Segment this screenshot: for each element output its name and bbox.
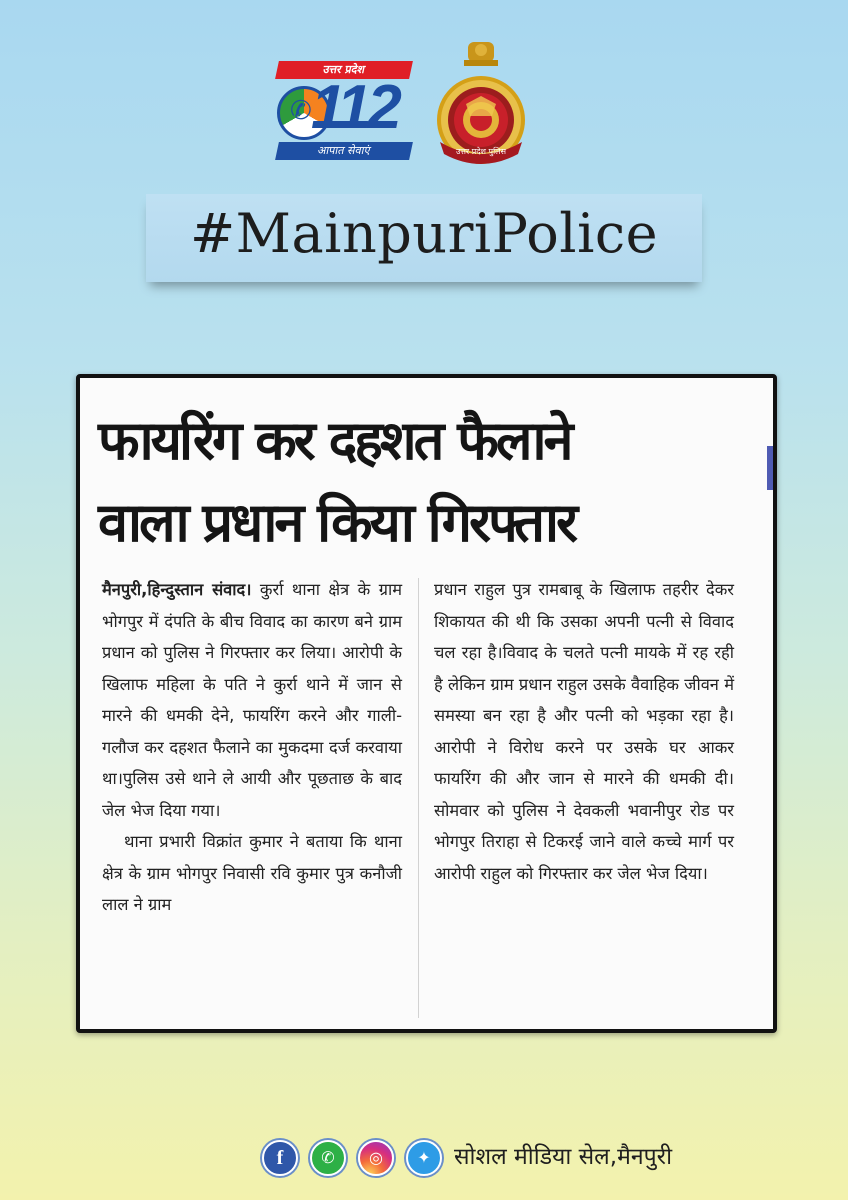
article-paragraph-3: प्रधान राहुल पुत्र रामबाबू के खिलाफ तहरीर देकर शिकायत की थी कि उसका अपनी पत्नी से विवाद चल रहा है।विवाद के चलते पत्नी मायके में रह रही है लेकिन ग्राम प्रधान राहुल उसके वैवाहिक जीवन में समस्या बन रहा है और पत्नी को भड़का रहा है।आरोपी ने विरोध करने पर उसके घर आकर फायरिंग की और जान से मारने की धमकी दी। सोमवार को पुलिस ने देवकली भवानीपुर रोड पर भोगपुर तिराहा से टिकरई जाने वाले कच्चे मार्ग पर आरोपी राहुल को गिरफ्तार कर जेल भेज दिया। xyxy=(434,580,734,883)
dateline: मैनपुरी,हिन्दुस्तान संवाद। xyxy=(102,580,252,599)
whatsapp-icon[interactable]: ✆ xyxy=(310,1140,346,1176)
article-paragraph-2: थाना प्रभारी विक्रांत कुमार ने बताया कि थाना क्षेत्र के ग्राम भोगपुर निवासी रवि कुमार पुत्र कनौजी लाल ने ग्राम xyxy=(102,832,402,914)
lion-capital-icon xyxy=(464,42,498,66)
social-media-cell-label: सोशल मीडिया सेल,मैनपुरी xyxy=(454,1144,673,1170)
logo-state-label: उत्तर प्रदेश xyxy=(275,61,413,79)
article-column-1 xyxy=(102,574,402,921)
instagram-icon[interactable]: ◎ xyxy=(358,1140,394,1176)
article-paragraph xyxy=(102,574,402,826)
hashtag-text: #MainpuriPolice xyxy=(189,202,659,265)
logo-service-label: आपात सेवाएं xyxy=(275,142,413,160)
headline-line-1: फायरिंग कर दहशत फैलाने xyxy=(98,409,571,472)
up112-logo xyxy=(275,60,413,164)
news-clipping xyxy=(76,374,777,1033)
twitter-icon[interactable]: ✦ xyxy=(406,1140,442,1176)
up-police-emblem xyxy=(426,38,536,168)
logo-emergency-number: 112 xyxy=(311,73,398,142)
hashtag-banner xyxy=(146,194,702,282)
article-column-2 xyxy=(434,574,734,889)
column-divider xyxy=(418,578,419,1018)
facebook-icon[interactable]: f xyxy=(262,1140,298,1176)
paragraph-1-body: कुर्रा थाना क्षेत्र के ग्राम भोगपुर में दंपति के बीच विवाद का कारण बने ग्राम प्रधान को पुलिस ने गिरफ्तार कर लिया। आरोपी के खिलाफ महिला के पति ने कुर्रा थाने में जान से मारने की धमकी देने, फायरिंग करने और गाली-गलौज कर दहशत फैलाने का मुकदमा दर्ज करवाया था।पुलिस उसे थाने ले आयी और पूछताछ के बाद जेल भेज दिया गया। xyxy=(102,580,402,820)
emblem-ring-text: उत्तर प्रदेश पुलिस xyxy=(456,147,506,156)
headline xyxy=(98,400,748,564)
clipping-edge-bar xyxy=(767,446,773,490)
headline-line-2: वाला प्रधान किया गिरफ्तार xyxy=(98,491,576,554)
phone-icon: ✆ xyxy=(277,86,331,140)
